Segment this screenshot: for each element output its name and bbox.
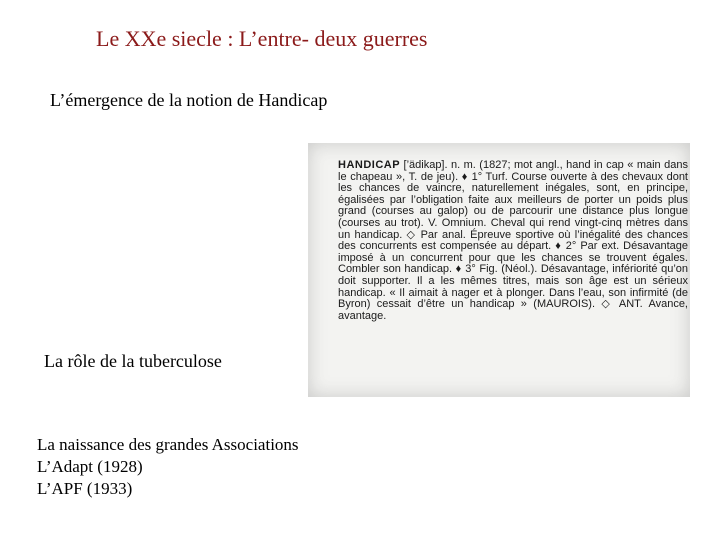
dictionary-entry [338, 160, 688, 322]
association-adapt: L’Adapt (1928) [37, 457, 143, 476]
dictionary-definition: [’ädikap]. n. m. (1827; mot angl., hand in cap « main dans le chapeau », T. de jeu). ♦ 1° Turf. Course ouverte à des chevaux dont les chances de vaincre, naturellement inégales, sont, en principe, égalisées par l’obligation faite aux meilleurs de porter un poids plus grand (courses au galop) ou de parcourir une distance plus longue (courses au trot). V. Omnium. Cheval qui rend vingt-cinq mètres dans un handicap. ◇ Par anal. Épreuve sportive où l’inégalité des chances des concurrents est compensée au départ. ♦ 2° Par ext. Désavantage imposé à un concurrent pour que les chances se trouvent égales. Combler son handicap. ♦ 3° Fig. (Néol.). Désavantage, infériorité qu’on doit supporter. Il a les mêmes titres, mais son âge est un sérieux handicap. « Il aimait à nager et à plonger. Dans l’eau, son infirmité (de Byron) cessait d’être un handicap » (MAUROIS). ◇ ANT. Avance, avantage. [338, 159, 688, 322]
dictionary-headword: HANDICAP [338, 159, 401, 171]
dictionary-excerpt-image [308, 143, 690, 397]
associations-heading: La naissance des grandes Associations [37, 435, 299, 454]
associations-block [37, 434, 299, 500]
slide-title: Le XXe siecle : L’entre- deux guerres [96, 26, 428, 51]
subtitle-handicap: L’émergence de la notion de Handicap [50, 90, 328, 110]
tuberculose-heading: La rôle de la tuberculose [44, 351, 222, 371]
association-apf: L’APF (1933) [37, 479, 133, 498]
